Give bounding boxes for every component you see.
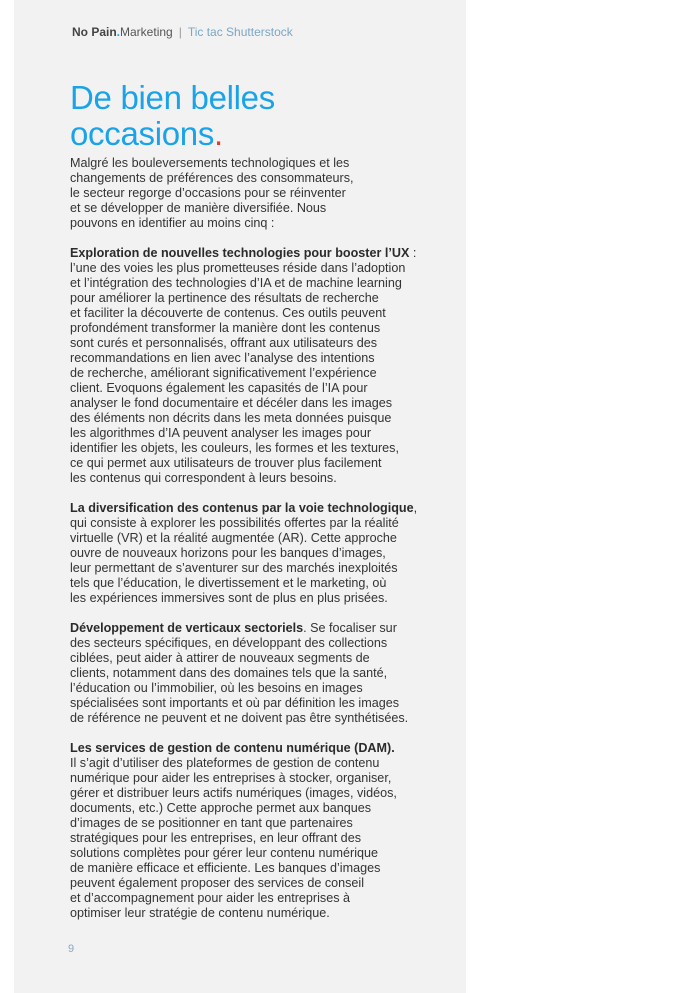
brand-dot: . xyxy=(116,25,121,39)
section-heading-ux: Exploration de nouvelles technologies pour booster l’UX xyxy=(70,246,410,260)
intro-paragraph: Malgré les bouleversements technologiques et les changements de préférences des consommateurs, le secteur regorge d’occasions pour se réinventer et se développer de manière diversifiée. Nous pouvons en identifier au moins cinq : xyxy=(70,156,354,230)
section-body-ux: : l’une des voies les plus prometteuses réside dans l’adoption et l’intégration des technologies d’IA et de machine learning pour améliorer la pertinence des résultats de recherche et faciliter la découverte de contenus. Ces outils peuvent profondément transformer la manière dont les contenus sont curés et personnalisés, offrant aux utilisateurs des recommandations en lien avec l’analyse des intentions de recherche, améliorant significativement l’expérience client. Evoquons également les capasités de l’IA pour analyser le fond documentaire et décéler dans les images des éléments non décrits dans les meta données puisque les algorithmes d’IA peuvent analyser les images pour identifier les objets, les couleurs, les formes et les textures, ce qui permet aux utilisateurs de trouver plus facilement les contenus qui correspondent à leurs besoins. xyxy=(70,246,417,485)
section-paragraph-verticaux xyxy=(70,621,442,726)
title-dot: . xyxy=(214,115,223,152)
section-paragraph-dam xyxy=(70,741,442,921)
section-paragraph-ux xyxy=(70,246,442,486)
article-body xyxy=(70,156,442,936)
section-paragraph-diversification xyxy=(70,501,442,606)
section-heading-dam: Les services de gestion de contenu numérique (DAM). xyxy=(70,741,395,755)
section-body-dam: Il s’agit d’utiliser des plateformes de gestion de contenu numérique pour aider les entreprises à stocker, organiser, gérer et distribuer leurs actifs numériques (images, vidéos, documents, etc.) Cette approche permet aux banques d’images de se positionner en tant que partenaires stratégiques pour les entreprises, en leur offrant des solutions complètes pour gérer leur contenu numérique de manière efficace et efficiente. Les banques d’images peuvent également proposer des services de conseil et d’accompagnement pour aider les entreprises à optimiser leur stratégie de contenu numérique. xyxy=(70,756,397,920)
title-line-2: occasions xyxy=(70,115,215,152)
page-number: 9 xyxy=(68,943,75,955)
brand-name-light: Marketing xyxy=(120,25,173,39)
section-body-diversification: , qui consiste à explorer les possibilités offertes par la réalité virtuelle (VR) et la réalité augmentée (AR). Cette approche ouvre de nouveaux horizons pour les banques d’images, leur permettant de s’aventurer sur des marchés inexploités tels que l’éducation, le divertissement et le marketing, où les expériences immersives sont de plus en plus prisées. xyxy=(70,501,418,605)
section-heading-diversification: La diversification des contenus par la voie technologique xyxy=(70,501,414,515)
header-subtitle: Tic tac Shutterstock xyxy=(187,25,293,39)
page-header xyxy=(72,24,293,40)
section-body-verticaux: . Se focaliser sur des secteurs spécifiques, en développant des collections ciblées, peut aider à attirer de nouveaux segments de clients, notamment dans des domaines tels que la santé, l’éducation ou l’immobilier, où les besoins en images spécialisées sont importants et où par définition les images de référence ne peuvent et ne doivent pas être synthétisées. xyxy=(70,621,409,725)
section-heading-verticaux: Développement de verticaux sectoriels xyxy=(70,621,304,635)
title-line-1: De bien belles xyxy=(70,79,275,116)
header-separator: | xyxy=(178,25,182,39)
brand-name-bold: No Pain xyxy=(72,25,117,39)
page-title xyxy=(70,80,275,152)
